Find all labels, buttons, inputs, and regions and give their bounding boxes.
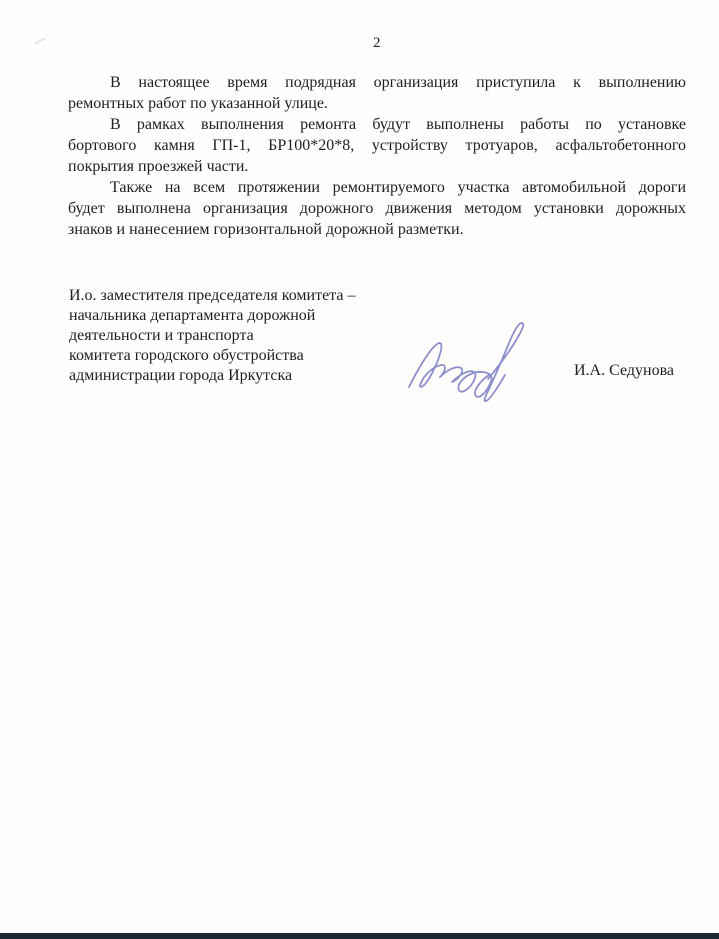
signature-title-line: начальника департамента дорожной [69,307,316,324]
text-line: В настоящее время подрядная организация приступила к выполнению [110,74,686,91]
paragraph-3 [68,177,686,240]
text-line: ремонтных работ по указанной улице. [68,95,328,112]
signature-ink [403,313,555,403]
signature-title-line: администрации города Иркутска [69,367,293,384]
paragraph-1 [68,72,686,114]
text-line: покрытия проезжей части. [68,158,249,175]
scan-bottom-edge [0,933,719,939]
signee-name: И.А. Седунова [574,362,675,379]
signature-title-line: И.о. заместителя председателя комитета – [69,287,356,304]
paragraph-2 [68,114,686,177]
signature-title-line: комитета городского обустройства [69,347,304,364]
text-line: В рамках выполнения ремонта будут выполнены работы по установке [110,116,686,133]
text-line: знаков и нанесением горизонтальной дорожной разметки. [68,221,464,238]
body-text [68,72,686,240]
signature-stroke [409,323,523,401]
signature-title-line: деятельности и транспорта [69,327,254,344]
signature-title-block [69,286,399,386]
text-line: Также на всем протяжении ремонтируемого участка автомобильной дороги [110,179,686,196]
text-line: будет выполнена организация дорожного движения методом установки дорожных [68,200,686,217]
page-number: 2 [373,35,381,51]
text-line: бортового камня ГП-1, БР100*20*8, устройству тротуаров, асфальтобетонного [68,137,686,154]
scan-artifact [34,37,45,44]
